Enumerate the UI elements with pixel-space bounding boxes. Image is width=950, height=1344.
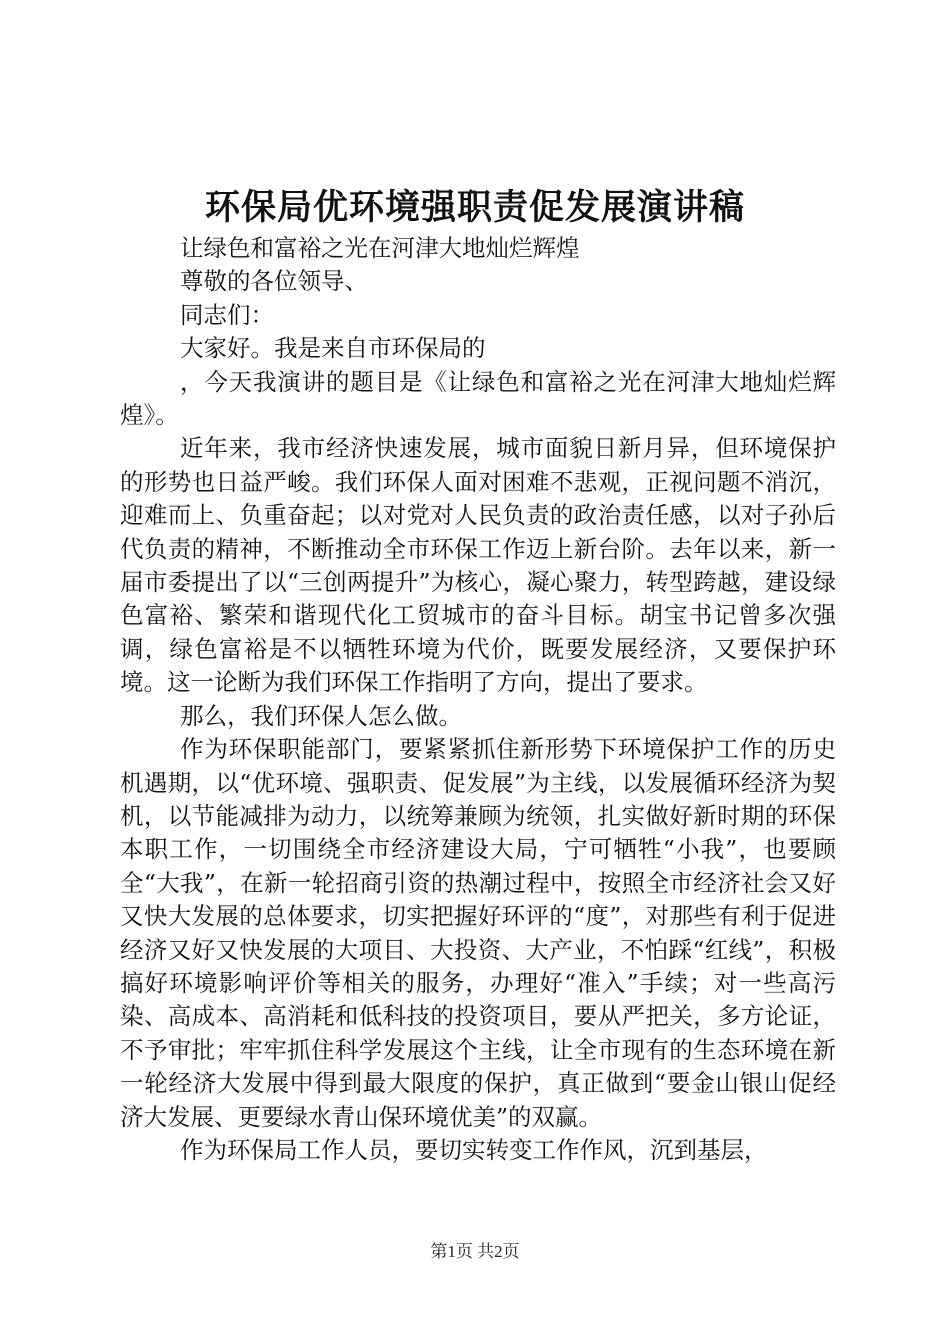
page-footer: 第1页 共2页 (430, 1242, 520, 1261)
body-paragraph: 作为环保职能部门，要紧紧抓住新形势下环境保护工作的历史机遇期，以“优环境、强职责、促发展”为主线，以发展循环经济为契机，以节能减排为动力，以统筹兼顾为统领，扎实做好新时期的环保本职工作，一切围绕全市经济建设大局，宁可牺牲“小我”，也要顾全“大我”，在新一轮招商引资的热潮过程中，按照全市经济社会又好又快大发展的总体要求，切实把握好环评的“度”，对那些有利于促进经济又好又快发展的大项目、大投资、大产业，不怕踩“红线”，积极搞好环境影响评价等相关的服务，办理好“准入”手续；对一些高污染、高成本、高消耗和低科技的投资项目，要从严把关，多方论证，不予审批；牢牢抓住科学发展这个主线，让全市现有的生态环境在新一轮经济大发展中得到最大限度的保护，真正做到“要金山银山促经济大发展、更要绿水青山保环境优美”的双赢。 (120, 735, 836, 1131)
subtitle-paragraph: 让绿色和富裕之光在河津大地灿烂辉煌 (180, 234, 580, 262)
document-body (120, 232, 836, 1167)
body-paragraph: 近年来，我市经济快速发展，城市面貌日新月异，但环境保护的形势也日益严峻。我们环保人面对困难不悲观，正视问题不消沉，迎难而上、负重奋起；以对党对人民负责的政治责任感，以对子孙后代负责的精神，不断推动全市环保工作迈上新台阶。去年以来，新一届市委提出了以“三创两提升”为核心，凝心聚力，转型跨越，建设绿色富裕、繁荣和谐现代化工贸城市的奋斗目标。胡宝书记曾多次强调，绿色富裕是不以牺牲环境为代价，既要发展经济，又要保护环境。这一论断为我们环保工作指明了方向，提出了要求。 (120, 434, 836, 697)
topic-paragraph: ，今天我演讲的题目是《让绿色和富裕之光在河津大地灿烂辉煌》。 (120, 367, 836, 430)
body-paragraph: 那么，我们环保人怎么做。 (180, 701, 462, 730)
salutation-paragraph: 同志们： (180, 300, 274, 329)
body-paragraph: 作为环保局工作人员，要切实转变工作作风，沉到基层， (180, 1135, 768, 1164)
greeting-paragraph: 大家好。我是来自市环保局的 (180, 334, 486, 363)
document-title: 环保局优环境强职责促发展演讲稿 (204, 187, 745, 228)
salutation-paragraph: 尊敬的各位领导、 (180, 267, 368, 296)
